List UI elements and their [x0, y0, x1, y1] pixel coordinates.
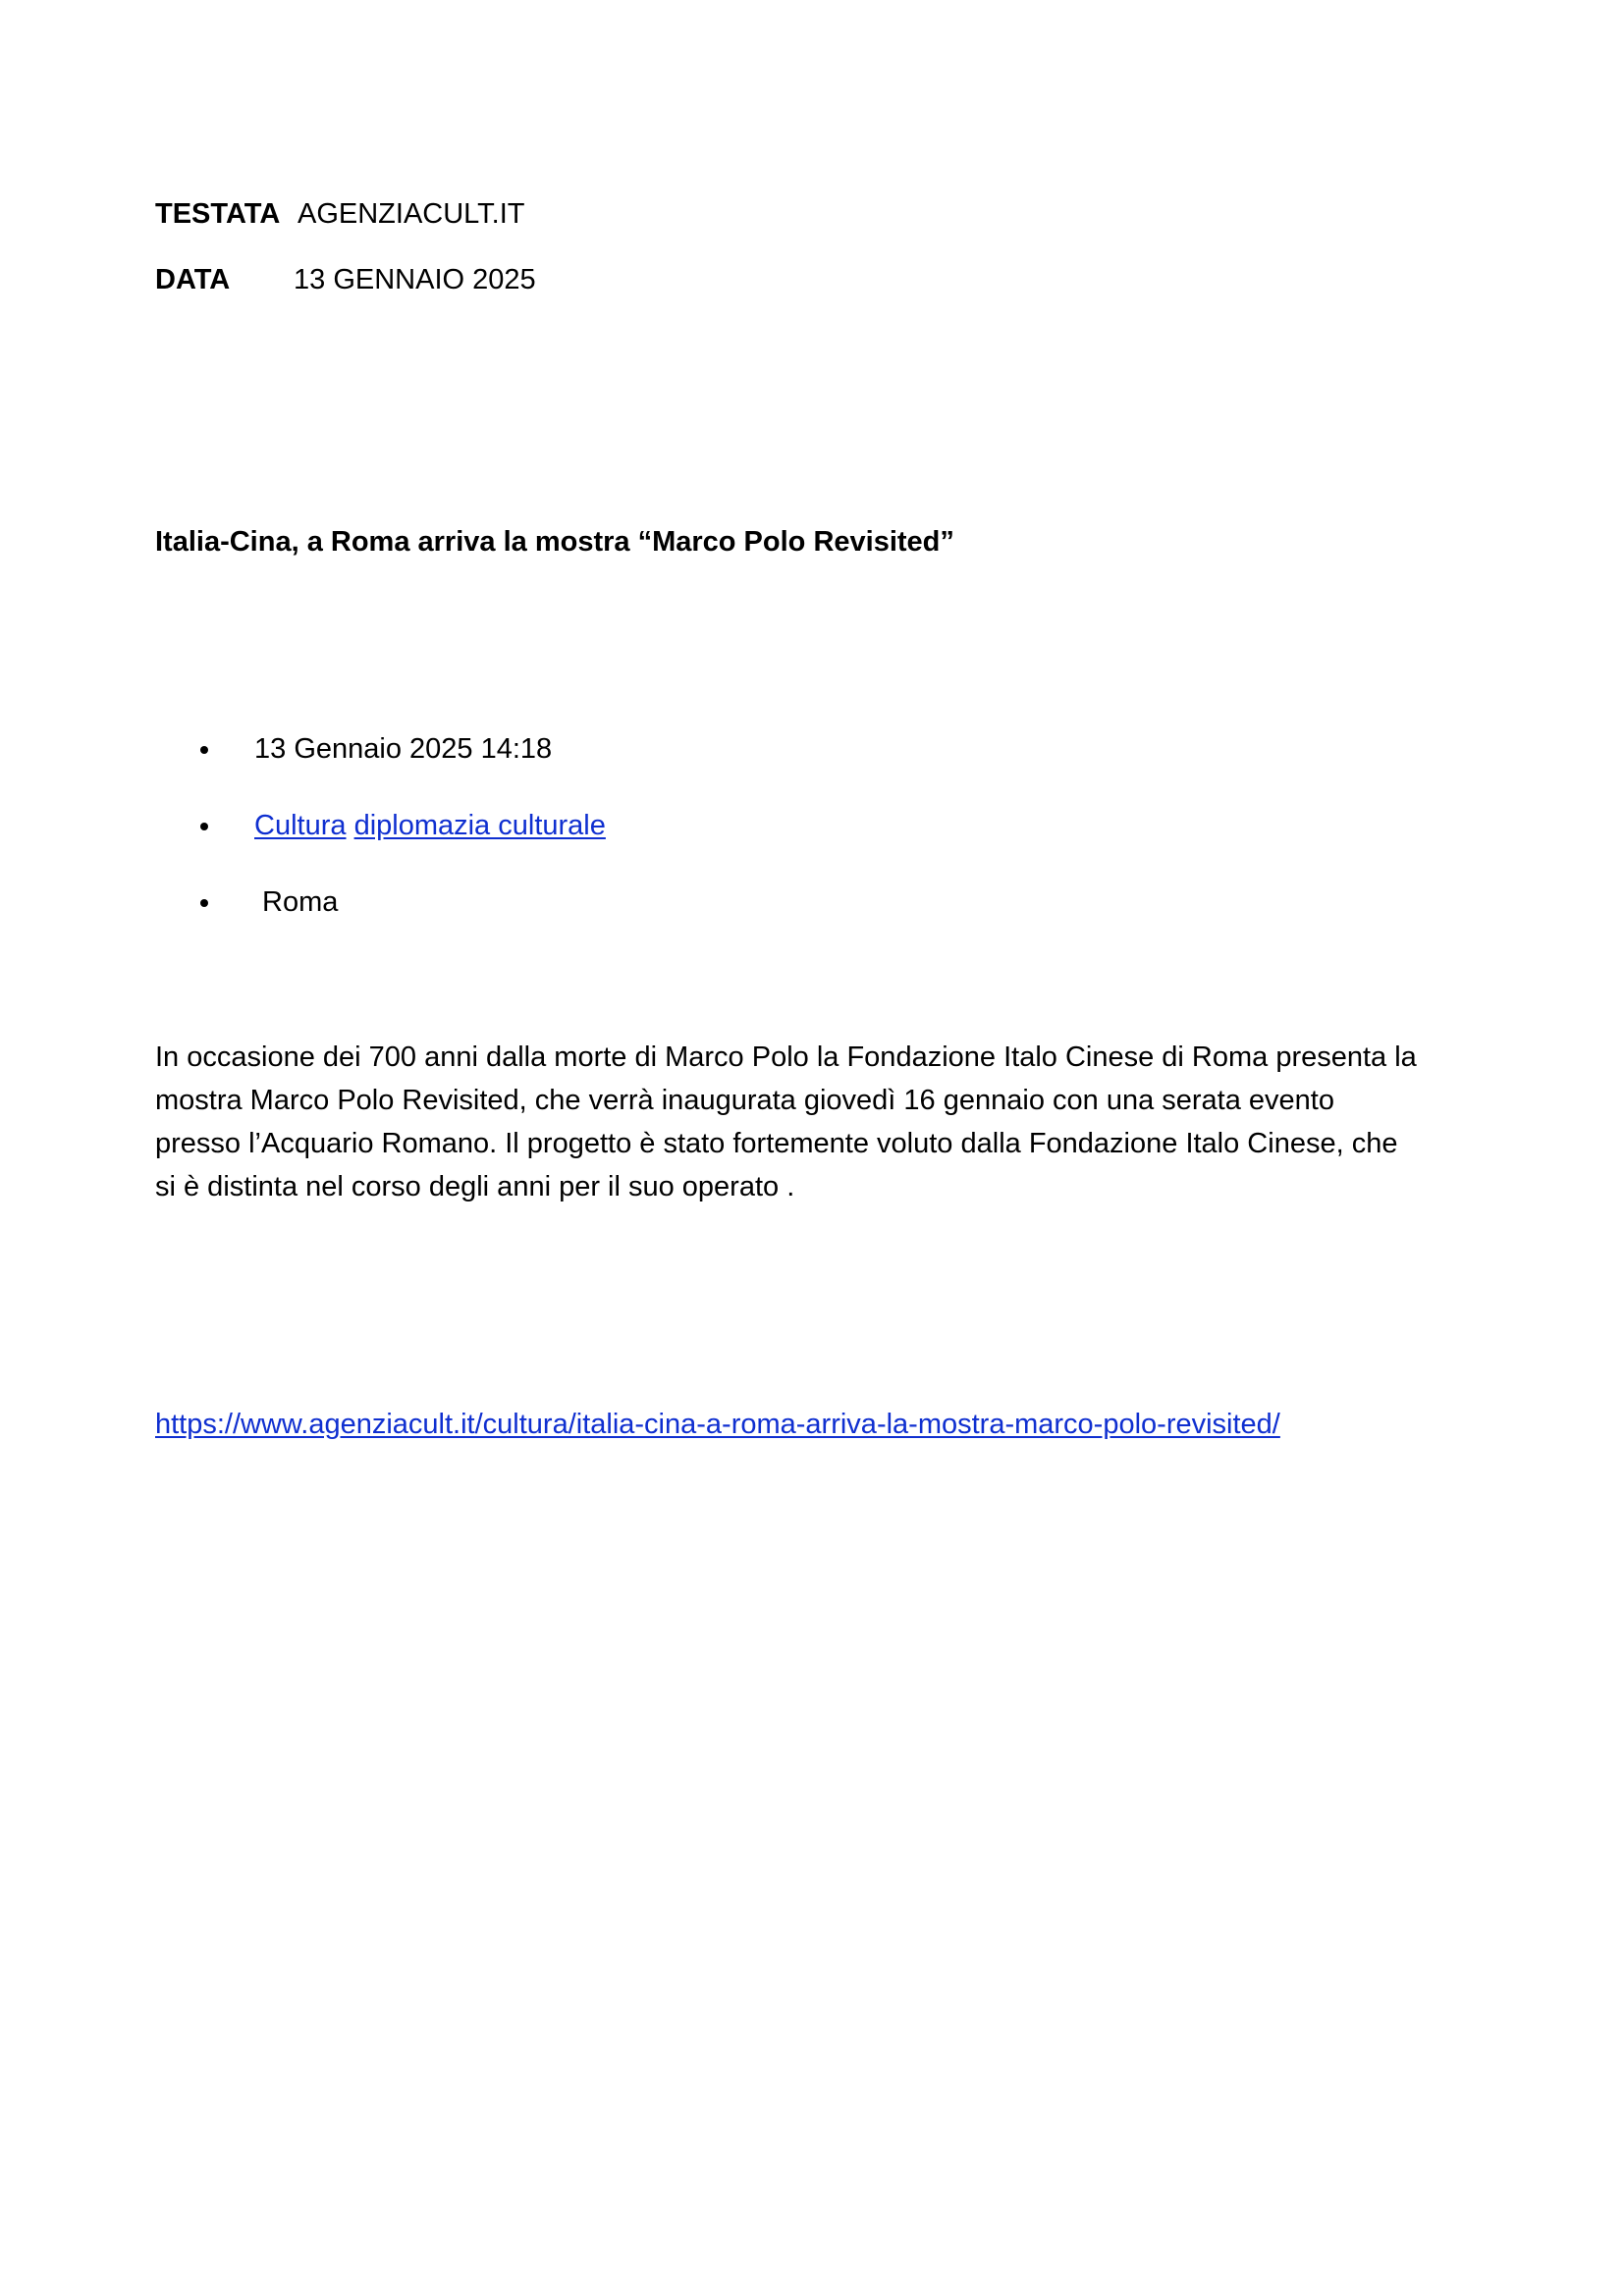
- body-line: presso l’Acquario Romano. Il progetto è stato fortemente voluto dalla Fondazione Italo Cinese, che: [155, 1128, 1398, 1159]
- source-url-link[interactable]: https://www.agenziacult.it/cultura/italia-cina-a-roma-arriva-la-mostra-marco-polo-revisited/: [155, 1409, 1280, 1440]
- body-line: In occasione dei 700 anni dalla morte di Marco Polo la Fondazione Italo Cinese di Roma presenta la: [155, 1041, 1417, 1073]
- bullet-icon: [200, 899, 208, 907]
- data-value: 13 GENNAIO 2025: [294, 264, 536, 295]
- bullet-icon: [200, 823, 208, 830]
- body-line: mostra Marco Polo Revisited, che verrà inaugurata giovedì 16 gennaio con una serata evento: [155, 1085, 1334, 1116]
- testata-value: AGENZIACULT.IT: [298, 198, 525, 230]
- article-body: [155, 1036, 1500, 1208]
- source-url-row: [155, 1407, 1280, 1442]
- category-links: [254, 808, 606, 843]
- testata-label: TESTATA: [155, 198, 281, 230]
- tag-link-diplomazia-culturale[interactable]: diplomazia culturale: [353, 810, 606, 841]
- article-location: Roma: [262, 886, 339, 918]
- bullet-icon: [200, 746, 208, 754]
- body-line: si è distinta nel corso degli anni per il suo operato .: [155, 1171, 795, 1202]
- article-timestamp: 13 Gennaio 2025 14:18: [254, 733, 553, 765]
- data-label: DATA: [155, 264, 231, 295]
- article-headline: Italia-Cina, a Roma arriva la mostra “Marco Polo Revisited”: [155, 526, 954, 558]
- category-link-cultura[interactable]: Cultura: [254, 810, 347, 841]
- data-row: [155, 262, 536, 297]
- testata-row: [155, 196, 525, 232]
